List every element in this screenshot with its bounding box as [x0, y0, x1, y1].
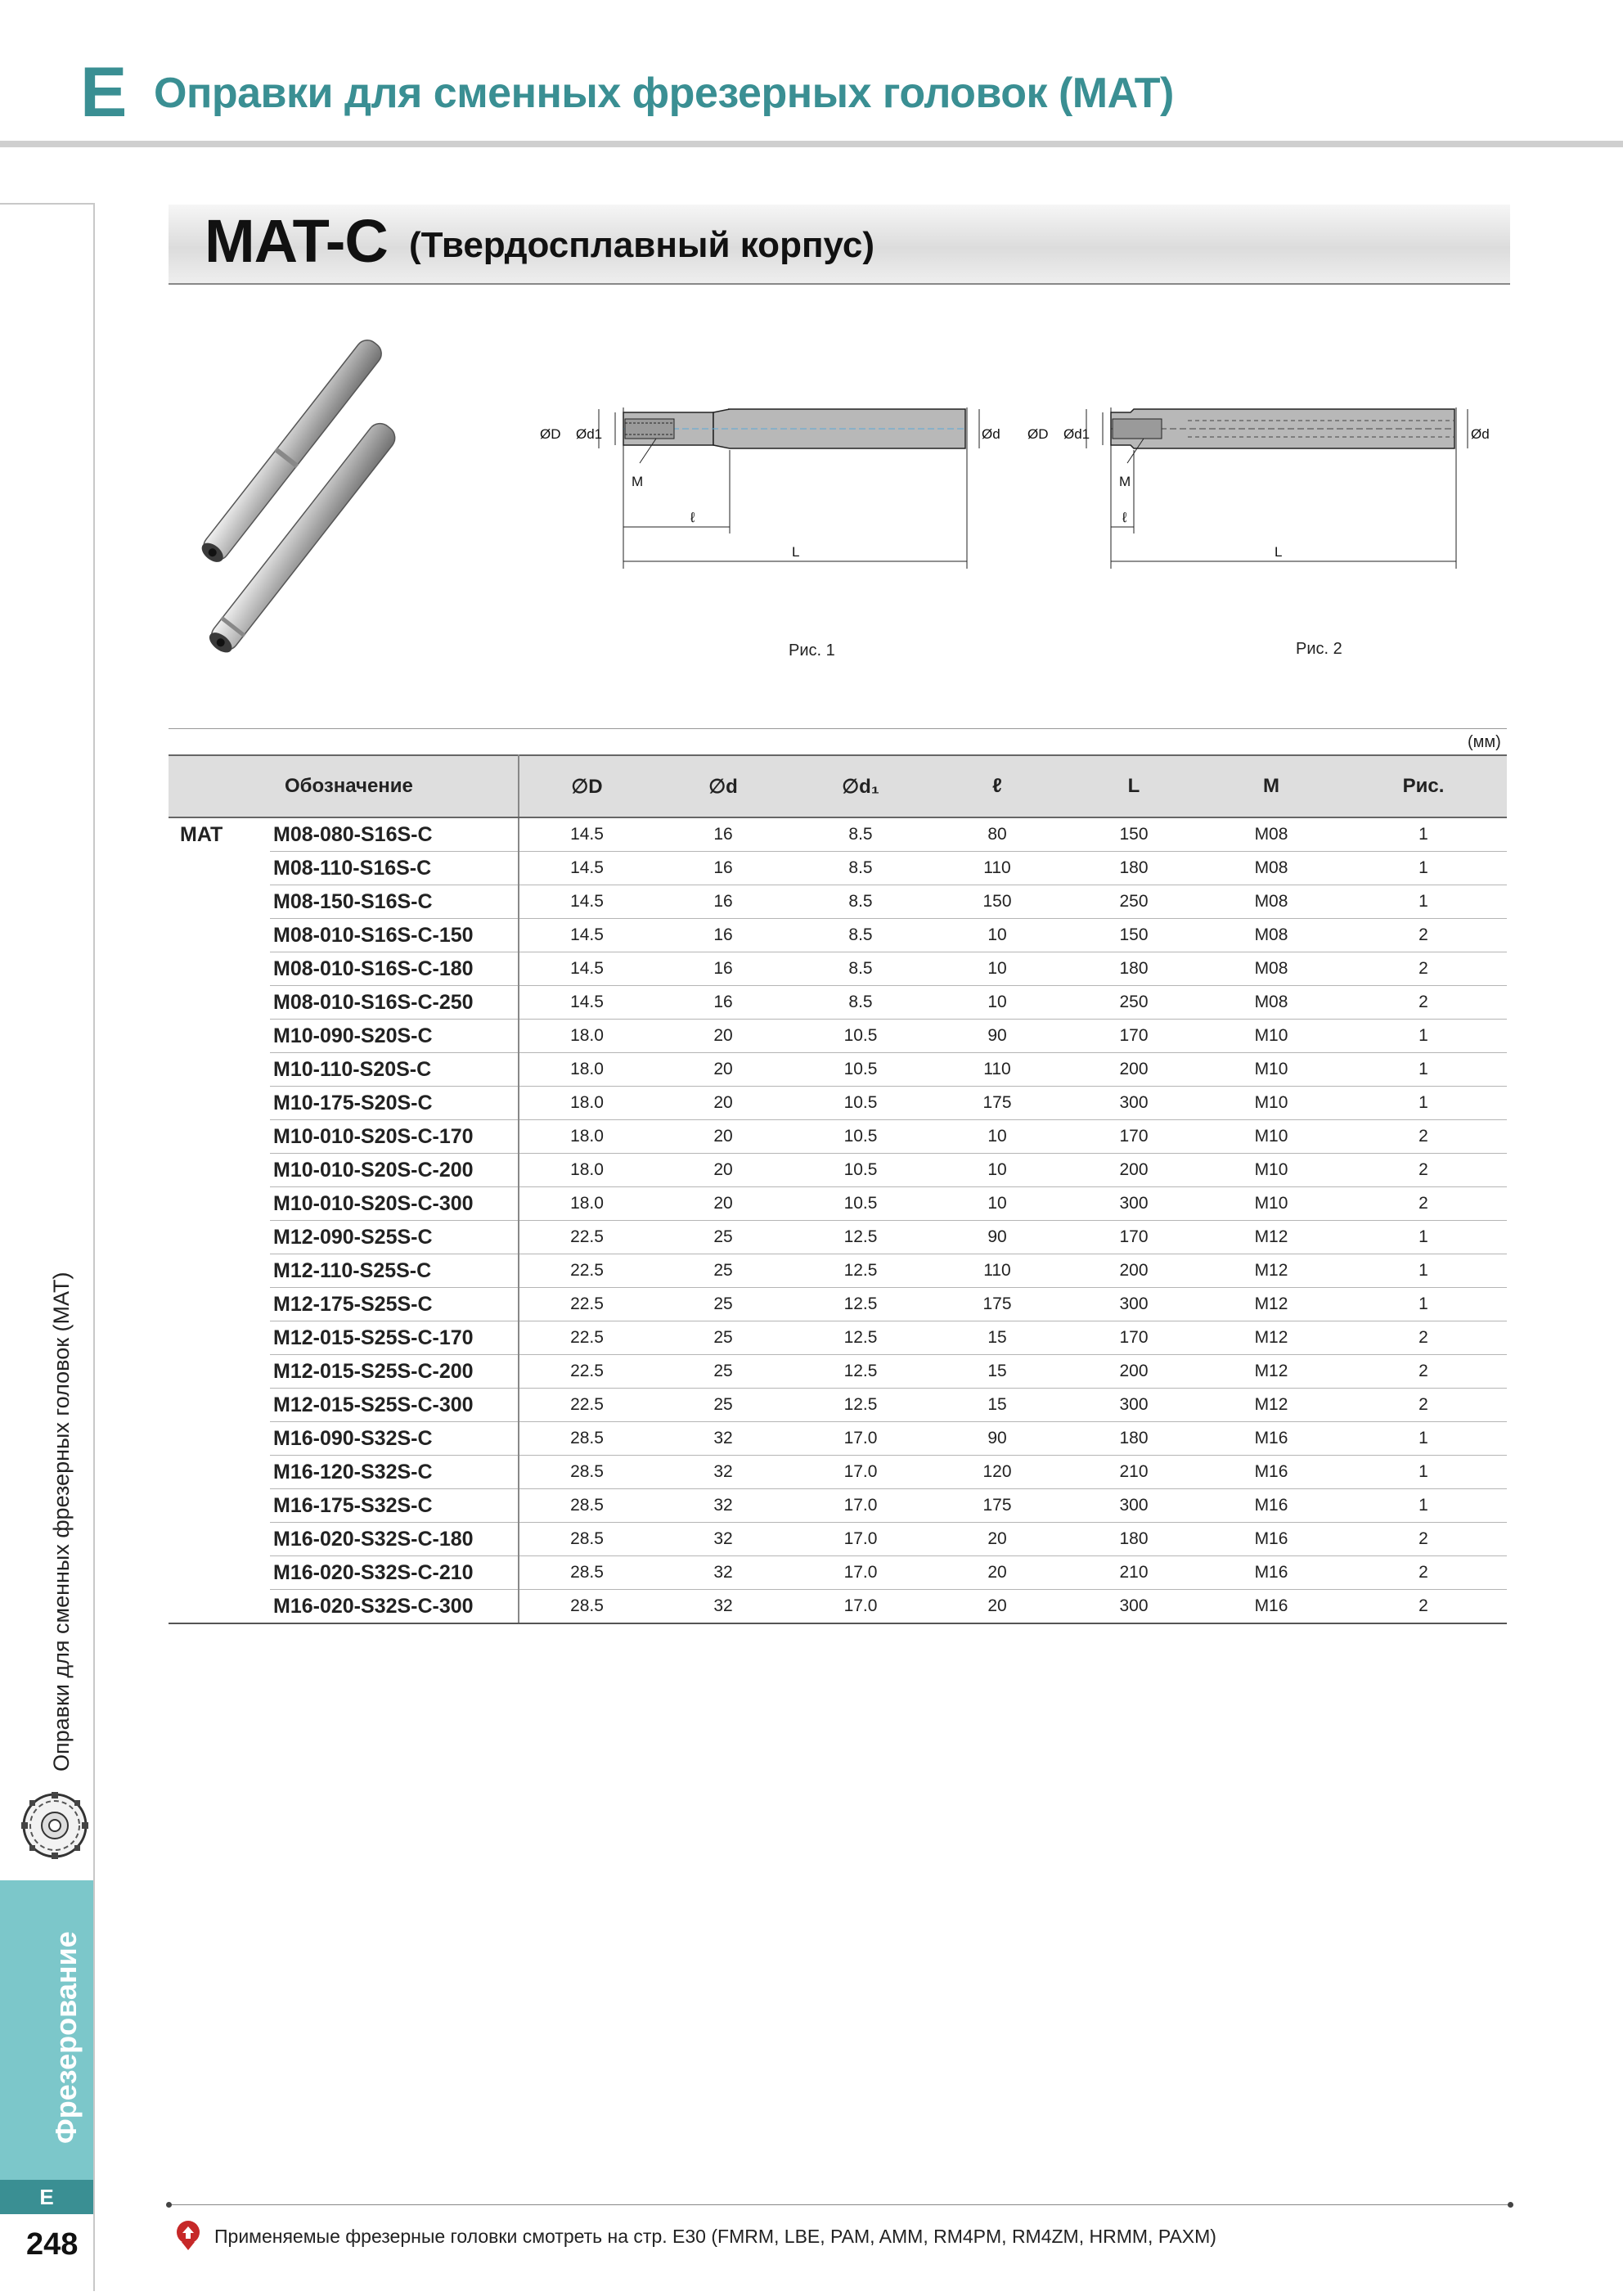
- row-group-cell: [169, 1489, 270, 1523]
- table-header-row: [169, 755, 1507, 817]
- table-row: [169, 885, 1507, 919]
- cell-d: 25: [654, 1221, 792, 1254]
- fig2-label-d1: Ød1: [1063, 426, 1090, 442]
- header-fig: Рис.: [1340, 755, 1507, 817]
- section-banner-underline: [169, 283, 1510, 285]
- cell-M: M10: [1203, 1187, 1340, 1221]
- fig1-label-l: ℓ: [690, 510, 695, 525]
- cell-l: 175: [929, 1489, 1065, 1523]
- cell-L: 200: [1065, 1053, 1203, 1087]
- row-group-cell: [169, 919, 270, 952]
- page-title: Оправки для сменных фрезерных головок (MAT): [154, 70, 1174, 117]
- cell-D: 14.5: [519, 952, 654, 986]
- cell-designation: M16-020-S32S-C-180: [270, 1523, 519, 1556]
- cell-M: M16: [1203, 1422, 1340, 1456]
- cell-d1: 8.5: [792, 919, 929, 952]
- cell-d: 16: [654, 919, 792, 952]
- footer-note: Применяемые фрезерные головки смотреть на стр. E30 (FMRM, LBE, PAM, AMM, RM4PM, RM4ZM, HRMM, PAXM): [214, 2226, 1216, 2247]
- cell-d1: 8.5: [792, 952, 929, 986]
- table-row: [169, 1489, 1507, 1523]
- header-L: L: [1065, 755, 1203, 817]
- header-M: M: [1203, 755, 1340, 817]
- section-title: MAT-C: [205, 207, 388, 275]
- cell-L: 200: [1065, 1355, 1203, 1389]
- cell-M: M08: [1203, 919, 1340, 952]
- fig1-label-d1: Ød1: [576, 426, 603, 442]
- row-group-cell: [169, 852, 270, 885]
- cell-d1: 10.5: [792, 1053, 929, 1087]
- cell-D: 18.0: [519, 1020, 654, 1053]
- cell-D: 28.5: [519, 1556, 654, 1590]
- table-row: [169, 1087, 1507, 1120]
- cell-fig: 1: [1340, 1053, 1507, 1087]
- cell-fig: 2: [1340, 1590, 1507, 1624]
- cell-l: 10: [929, 952, 1065, 986]
- cell-l: 90: [929, 1020, 1065, 1053]
- section-subtitle: (Твердосплавный корпус): [409, 225, 875, 265]
- cell-d1: 12.5: [792, 1355, 929, 1389]
- row-group-cell: [169, 1053, 270, 1087]
- cell-d: 25: [654, 1321, 792, 1355]
- cell-L: 180: [1065, 1422, 1203, 1456]
- cell-M: M08: [1203, 885, 1340, 919]
- cell-designation: M08-010-S16S-C-180: [270, 952, 519, 986]
- cell-d: 25: [654, 1288, 792, 1321]
- cell-L: 180: [1065, 852, 1203, 885]
- cell-M: M12: [1203, 1288, 1340, 1321]
- cell-l: 15: [929, 1321, 1065, 1355]
- cell-L: 200: [1065, 1254, 1203, 1288]
- row-group-cell: [169, 986, 270, 1020]
- cell-fig: 1: [1340, 1254, 1507, 1288]
- cell-d1: 8.5: [792, 986, 929, 1020]
- table-row: [169, 952, 1507, 986]
- cell-l: 10: [929, 986, 1065, 1020]
- cell-d: 16: [654, 852, 792, 885]
- cell-l: 110: [929, 1254, 1065, 1288]
- cell-d1: 10.5: [792, 1154, 929, 1187]
- fig1-caption: Рис. 1: [789, 642, 835, 660]
- table-row: [169, 1053, 1507, 1087]
- cell-L: 200: [1065, 1154, 1203, 1187]
- cell-l: 110: [929, 852, 1065, 885]
- table-row: [169, 1389, 1507, 1422]
- cell-L: 250: [1065, 885, 1203, 919]
- cell-L: 210: [1065, 1456, 1203, 1489]
- side-category-label: Фрезерование: [49, 1931, 83, 2144]
- cell-d: 16: [654, 885, 792, 919]
- row-group-cell: [169, 885, 270, 919]
- cell-d1: 17.0: [792, 1422, 929, 1456]
- table-row: [169, 1120, 1507, 1154]
- cell-designation: M10-010-S20S-C-170: [270, 1120, 519, 1154]
- cell-d1: 12.5: [792, 1254, 929, 1288]
- side-strip-top-rule: [0, 203, 93, 205]
- fig1-label-d: Ød: [982, 426, 1000, 442]
- cell-D: 28.5: [519, 1523, 654, 1556]
- cell-M: M10: [1203, 1020, 1340, 1053]
- cell-d1: 12.5: [792, 1221, 929, 1254]
- cell-M: M16: [1203, 1556, 1340, 1590]
- cell-M: M16: [1203, 1456, 1340, 1489]
- table-row: [169, 817, 1507, 852]
- cell-d: 32: [654, 1489, 792, 1523]
- cell-d1: 8.5: [792, 817, 929, 852]
- cell-designation: M12-015-S25S-C-300: [270, 1389, 519, 1422]
- table-row: [169, 986, 1507, 1020]
- cell-d: 20: [654, 1087, 792, 1120]
- table-row: [169, 1355, 1507, 1389]
- row-group-cell: [169, 1187, 270, 1221]
- cell-M: M08: [1203, 817, 1340, 852]
- cell-L: 170: [1065, 1321, 1203, 1355]
- fig2-label-D: ØD: [1027, 426, 1049, 442]
- cell-D: 14.5: [519, 817, 654, 852]
- fig2-label-l: ℓ: [1122, 510, 1127, 525]
- cell-designation: M08-010-S16S-C-250: [270, 986, 519, 1020]
- cell-designation: M16-090-S32S-C: [270, 1422, 519, 1456]
- cell-D: 28.5: [519, 1456, 654, 1489]
- fig1-label-D: ØD: [540, 426, 561, 442]
- cell-D: 14.5: [519, 852, 654, 885]
- cell-d: 20: [654, 1120, 792, 1154]
- row-group-cell: [169, 1087, 270, 1120]
- cell-l: 90: [929, 1221, 1065, 1254]
- technical-drawing-fig2: [1024, 385, 1510, 589]
- table-row: [169, 1556, 1507, 1590]
- table-top-rule: [169, 728, 1507, 729]
- cell-D: 18.0: [519, 1120, 654, 1154]
- cell-designation: M10-010-S20S-C-200: [270, 1154, 519, 1187]
- cell-fig: 1: [1340, 1221, 1507, 1254]
- cell-M: M08: [1203, 852, 1340, 885]
- cell-fig: 2: [1340, 1120, 1507, 1154]
- cell-L: 300: [1065, 1187, 1203, 1221]
- cell-L: 170: [1065, 1221, 1203, 1254]
- cell-designation: M12-015-S25S-C-170: [270, 1321, 519, 1355]
- cell-L: 300: [1065, 1288, 1203, 1321]
- cell-D: 14.5: [519, 986, 654, 1020]
- cell-designation: M16-020-S32S-C-210: [270, 1556, 519, 1590]
- header-divider: [0, 141, 1623, 147]
- cell-M: M08: [1203, 952, 1340, 986]
- cell-designation: M12-175-S25S-C: [270, 1288, 519, 1321]
- cell-d: 32: [654, 1590, 792, 1624]
- table-body: [169, 817, 1507, 1623]
- cell-designation: M16-020-S32S-C-300: [270, 1590, 519, 1624]
- cell-D: 14.5: [519, 919, 654, 952]
- spec-table: [169, 754, 1507, 1624]
- table-row: [169, 1187, 1507, 1221]
- footer-rule-dot-right: [1508, 2202, 1513, 2208]
- cell-designation: M16-120-S32S-C: [270, 1456, 519, 1489]
- row-group-cell: [169, 1120, 270, 1154]
- row-group-cell: [169, 1556, 270, 1590]
- cell-d: 16: [654, 817, 792, 852]
- cell-l: 15: [929, 1389, 1065, 1422]
- fig1-label-L: L: [792, 544, 800, 560]
- cell-designation: M10-110-S20S-C: [270, 1053, 519, 1087]
- cell-l: 150: [929, 885, 1065, 919]
- cell-l: 10: [929, 1154, 1065, 1187]
- cell-d1: 17.0: [792, 1590, 929, 1624]
- cell-L: 170: [1065, 1020, 1203, 1053]
- cell-D: 18.0: [519, 1087, 654, 1120]
- cell-D: 18.0: [519, 1187, 654, 1221]
- cell-L: 300: [1065, 1389, 1203, 1422]
- cell-d: 20: [654, 1020, 792, 1053]
- cell-d1: 8.5: [792, 852, 929, 885]
- header-d: ∅d: [654, 755, 792, 817]
- cell-M: M16: [1203, 1590, 1340, 1624]
- cell-fig: 1: [1340, 1288, 1507, 1321]
- cell-d: 25: [654, 1355, 792, 1389]
- cell-d1: 8.5: [792, 885, 929, 919]
- cell-designation: M16-175-S32S-C: [270, 1489, 519, 1523]
- cell-D: 28.5: [519, 1422, 654, 1456]
- cell-designation: M08-080-S16S-C: [270, 817, 519, 852]
- cell-d: 32: [654, 1456, 792, 1489]
- table-row: [169, 1456, 1507, 1489]
- page-number: 248: [26, 2227, 79, 2262]
- cell-L: 300: [1065, 1489, 1203, 1523]
- row-group-cell: [169, 1321, 270, 1355]
- row-group-cell: [169, 1389, 270, 1422]
- cell-l: 80: [929, 817, 1065, 852]
- cell-fig: 1: [1340, 885, 1507, 919]
- cell-L: 210: [1065, 1556, 1203, 1590]
- product-photo: [185, 335, 509, 679]
- row-group-cell: [169, 1523, 270, 1556]
- table-row: [169, 1154, 1507, 1187]
- cell-fig: 2: [1340, 1321, 1507, 1355]
- cell-l: 175: [929, 1087, 1065, 1120]
- cell-l: 175: [929, 1288, 1065, 1321]
- cell-l: 15: [929, 1355, 1065, 1389]
- cell-fig: 2: [1340, 1556, 1507, 1590]
- cell-fig: 2: [1340, 986, 1507, 1020]
- cell-l: 20: [929, 1523, 1065, 1556]
- cell-fig: 1: [1340, 852, 1507, 885]
- cell-D: 18.0: [519, 1154, 654, 1187]
- fig1-label-M: M: [632, 474, 644, 489]
- row-group-cell: [169, 1221, 270, 1254]
- cell-D: 28.5: [519, 1489, 654, 1523]
- table-row: [169, 1321, 1507, 1355]
- cell-fig: 2: [1340, 1523, 1507, 1556]
- table-row: [169, 1254, 1507, 1288]
- footer-rule: [169, 2204, 1513, 2205]
- reference-arrow-icon: [173, 2219, 203, 2252]
- header-l: ℓ: [929, 755, 1065, 817]
- cell-fig: 2: [1340, 919, 1507, 952]
- row-group-cell: [169, 952, 270, 986]
- cell-d1: 17.0: [792, 1523, 929, 1556]
- cell-d1: 10.5: [792, 1187, 929, 1221]
- cell-L: 150: [1065, 919, 1203, 952]
- cell-designation: M12-090-S25S-C: [270, 1221, 519, 1254]
- cell-designation: M12-110-S25S-C: [270, 1254, 519, 1288]
- row-group-cell: [169, 1254, 270, 1288]
- side-vertical-title: Оправки для сменных фрезерных головок (MAT): [49, 1272, 74, 1772]
- cell-L: 300: [1065, 1590, 1203, 1624]
- cell-d: 25: [654, 1389, 792, 1422]
- row-group-cell: [169, 1154, 270, 1187]
- cell-M: M12: [1203, 1389, 1340, 1422]
- cell-d: 32: [654, 1523, 792, 1556]
- cell-M: M12: [1203, 1254, 1340, 1288]
- cell-M: M10: [1203, 1154, 1340, 1187]
- cell-fig: 1: [1340, 1087, 1507, 1120]
- cell-M: M12: [1203, 1221, 1340, 1254]
- cell-D: 22.5: [519, 1221, 654, 1254]
- cell-l: 110: [929, 1053, 1065, 1087]
- cell-designation: M08-150-S16S-C: [270, 885, 519, 919]
- table-row: [169, 1288, 1507, 1321]
- cell-fig: 2: [1340, 1187, 1507, 1221]
- fig2-label-d: Ød: [1471, 426, 1490, 442]
- cell-fig: 1: [1340, 1489, 1507, 1523]
- header-D: ∅D: [519, 755, 654, 817]
- cell-designation: M08-110-S16S-C: [270, 852, 519, 885]
- cell-D: 14.5: [519, 885, 654, 919]
- cell-designation: M10-090-S20S-C: [270, 1020, 519, 1053]
- cell-d: 32: [654, 1556, 792, 1590]
- cell-designation: M10-010-S20S-C-300: [270, 1187, 519, 1221]
- row-group-cell: [169, 1590, 270, 1624]
- cell-M: M12: [1203, 1321, 1340, 1355]
- cell-l: 20: [929, 1556, 1065, 1590]
- header-designation: Обозначение: [270, 755, 519, 817]
- cell-M: M08: [1203, 986, 1340, 1020]
- cell-M: M10: [1203, 1087, 1340, 1120]
- cell-L: 180: [1065, 952, 1203, 986]
- cell-M: M12: [1203, 1355, 1340, 1389]
- table-row: [169, 852, 1507, 885]
- cell-d: 20: [654, 1187, 792, 1221]
- table-row: [169, 1422, 1507, 1456]
- fig2-caption: Рис. 2: [1296, 640, 1342, 658]
- cell-D: 18.0: [519, 1053, 654, 1087]
- technical-drawing-fig1: [533, 385, 1016, 589]
- cell-designation: M10-175-S20S-C: [270, 1087, 519, 1120]
- cell-M: M10: [1203, 1053, 1340, 1087]
- cell-fig: 2: [1340, 952, 1507, 986]
- cell-M: M10: [1203, 1120, 1340, 1154]
- cell-fig: 2: [1340, 1154, 1507, 1187]
- cell-fig: 1: [1340, 1020, 1507, 1053]
- cell-designation: M12-015-S25S-C-200: [270, 1355, 519, 1389]
- cell-M: M16: [1203, 1489, 1340, 1523]
- table-row: [169, 1221, 1507, 1254]
- cell-d: 16: [654, 952, 792, 986]
- cell-d1: 12.5: [792, 1288, 929, 1321]
- cell-L: 170: [1065, 1120, 1203, 1154]
- cell-fig: 2: [1340, 1389, 1507, 1422]
- row-group-cell: [169, 1020, 270, 1053]
- cell-d: 20: [654, 1053, 792, 1087]
- footer-rule-dot-left: [166, 2202, 172, 2208]
- table-row: [169, 1523, 1507, 1556]
- fig2-label-L: L: [1275, 544, 1283, 560]
- table-row: [169, 919, 1507, 952]
- row-group-cell: [169, 1422, 270, 1456]
- row-group-cell: [169, 1288, 270, 1321]
- cell-d: 20: [654, 1154, 792, 1187]
- header-group-cell: [169, 755, 270, 817]
- cell-d1: 17.0: [792, 1556, 929, 1590]
- cell-fig: 1: [1340, 1456, 1507, 1489]
- table-row: [169, 1590, 1507, 1624]
- cell-fig: 1: [1340, 817, 1507, 852]
- cell-l: 10: [929, 919, 1065, 952]
- table-unit: (мм): [1468, 733, 1501, 751]
- cell-l: 10: [929, 1187, 1065, 1221]
- table-row: [169, 1020, 1507, 1053]
- header-d1: ∅d₁: [792, 755, 929, 817]
- cell-d1: 17.0: [792, 1456, 929, 1489]
- cell-d1: 12.5: [792, 1389, 929, 1422]
- cell-l: 90: [929, 1422, 1065, 1456]
- row-group-cell: [169, 1355, 270, 1389]
- cell-designation: M08-010-S16S-C-150: [270, 919, 519, 952]
- cell-d1: 10.5: [792, 1087, 929, 1120]
- cell-l: 10: [929, 1120, 1065, 1154]
- cell-d: 32: [654, 1422, 792, 1456]
- cell-D: 22.5: [519, 1288, 654, 1321]
- cell-L: 150: [1065, 817, 1203, 852]
- cell-d1: 10.5: [792, 1020, 929, 1053]
- row-group-cell: [169, 1456, 270, 1489]
- cell-fig: 2: [1340, 1355, 1507, 1389]
- cell-M: M16: [1203, 1523, 1340, 1556]
- cell-d: 25: [654, 1254, 792, 1288]
- cell-L: 250: [1065, 986, 1203, 1020]
- cell-d1: 17.0: [792, 1489, 929, 1523]
- cell-L: 180: [1065, 1523, 1203, 1556]
- cell-d: 16: [654, 986, 792, 1020]
- cell-d1: 12.5: [792, 1321, 929, 1355]
- cell-D: 22.5: [519, 1321, 654, 1355]
- cell-fig: 1: [1340, 1422, 1507, 1456]
- cell-l: 20: [929, 1590, 1065, 1624]
- cell-D: 22.5: [519, 1355, 654, 1389]
- chapter-letter: E: [80, 53, 128, 132]
- cell-l: 120: [929, 1456, 1065, 1489]
- fig2-label-M: M: [1119, 474, 1131, 489]
- cell-D: 28.5: [519, 1590, 654, 1624]
- side-chapter-letter: E: [0, 2180, 93, 2214]
- row-group-label: MAT: [180, 822, 223, 846]
- cell-d1: 10.5: [792, 1120, 929, 1154]
- cell-D: 22.5: [519, 1254, 654, 1288]
- milling-head-icon: [18, 1789, 92, 1862]
- cell-D: 22.5: [519, 1389, 654, 1422]
- cell-L: 300: [1065, 1087, 1203, 1120]
